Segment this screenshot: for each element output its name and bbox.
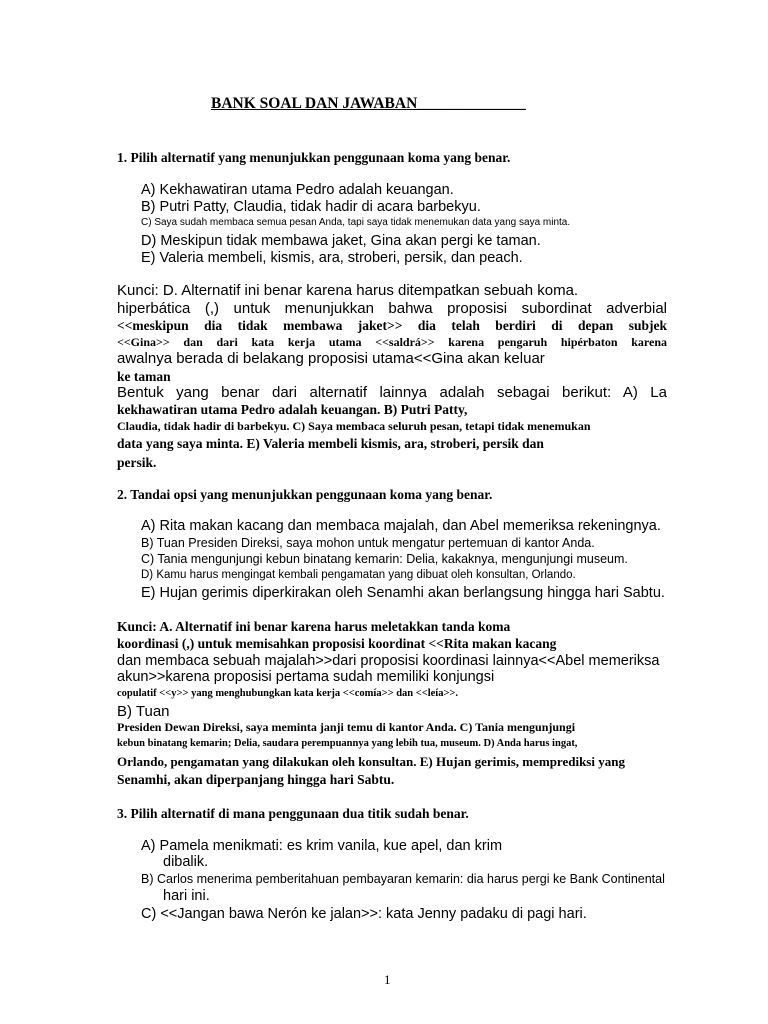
q2-answer-line: Senamhi, akan diperpanjang hingga hari Sabtu. <box>117 772 395 787</box>
page-title: BANK SOAL DAN JAWABAN______________ <box>211 95 526 112</box>
q1-answer-line: Kunci: D. Alternatif ini benar karena harus ditempatkan sebuah koma. <box>117 282 579 299</box>
q2-answer-line: akun>>karena proposisi pertama sudah memiliki konjungsi <box>117 669 495 685</box>
q2-answer-line: B) Tuan <box>117 703 170 720</box>
q1-option-a: A) Kekhawatiran utama Pedro adalah keuangan. <box>141 182 454 198</box>
q2-option-a: A) Rita makan kacang dan membaca majalah, dan Abel memeriksa rekeningnya. <box>141 518 661 534</box>
q2-answer-line: Presiden Dewan Direksi, saya meminta janji temu di kantor Anda. C) Tania mengunjungi <box>117 720 576 734</box>
page-number: 1 <box>384 972 391 987</box>
q3-option-b: B) Carlos menerima pemberitahuan pembayaran kemarin: dia harus pergi ke Bank Continental <box>141 872 665 886</box>
q1-answer-line: <<Gina>> dan dari kata kerja utama <<saldrá>> karena pengaruh hipérbaton karena <box>117 335 667 349</box>
q1-answer-line: <<meskipun dia tidak membawa jaket>> dia telah berdiri di depan subjek <box>117 318 667 333</box>
q2-option-e: E) Hujan gerimis diperkirakan oleh Senamhi akan berlangsung hingga hari Sabtu. <box>141 585 665 601</box>
q3-option-a: A) Pamela menikmati: es krim vanila, kue apel, dan krim <box>141 838 503 854</box>
q1-option-b: B) Putri Patty, Claudia, tidak hadir di acara barbekyu. <box>141 199 481 215</box>
q1-option-c: C) Saya sudah membaca semua pesan Anda, tapi saya tidak menemukan data yang saya minta. <box>141 217 571 228</box>
q3-option-b-cont: hari ini. <box>163 888 210 904</box>
q2-option-c: C) Tania mengunjungi kebun binatang kemarin: Delia, kakaknya, mengunjungi museum. <box>141 552 628 566</box>
q2-answer-line: dan membaca sebuah majalah>>dari proposisi koordinasi lainnya<<Abel memeriksa <box>117 653 660 669</box>
q1-answer-line: hiperbática (,) untuk menunjukkan bahwa proposisi subordinat adverbial <box>117 300 667 317</box>
q3-option-a-cont: dibalik. <box>163 854 209 870</box>
q1-answer-line: awalnya berada di belakang proposisi utama<<Gina akan keluar <box>117 350 545 367</box>
q2-option-d: D) Kamu harus mengingat kembali pengamatan yang dibuat oleh konsultan, Orlando. <box>141 569 576 581</box>
question-3: 3. Pilih alternatif di mana penggunaan dua titik sudah benar. <box>117 806 469 821</box>
q2-answer-line: koordinasi (,) untuk memisahkan proposisi koordinat <<Rita makan kacang <box>117 636 557 651</box>
q1-answer-line: data yang saya minta. E) Valeria membeli kismis, ara, stroberi, persik dan <box>117 436 544 451</box>
q1-option-e: E) Valeria membeli, kismis, ara, stroberi, persik, dan peach. <box>141 250 523 266</box>
q2-option-b: B) Tuan Presiden Direksi, saya mohon untuk mengatur pertemuan di kantor Anda. <box>141 536 595 550</box>
q2-answer-line: copulatif <<y>> yang menghubungkan kata kerja <<comía>> dan <<leía>>. <box>117 688 459 699</box>
q2-answer-line: Orlando, pengamatan yang dilakukan oleh konsultan. E) Hujan gerimis, memprediksi yang <box>117 754 625 769</box>
q3-option-c: C) <<Jangan bawa Nerón ke jalan>>: kata Jenny padaku di pagi hari. <box>141 906 587 922</box>
question-1: 1. Pilih alternatif yang menunjukkan penggunaan koma yang benar. <box>117 150 511 165</box>
q1-answer-line: Claudia, tidak hadir di barbekyu. C) Saya membaca seluruh pesan, tetapi tidak menemukan <box>117 419 591 433</box>
q1-answer-line: Bentuk yang benar dari alternatif lainnya adalah sebagai berikut: A) La <box>117 384 667 401</box>
q1-option-d: D) Meskipun tidak membawa jaket, Gina akan pergi ke taman. <box>141 233 541 249</box>
q1-answer-line: ke taman <box>117 369 171 384</box>
question-2: 2. Tandai opsi yang menunjukkan penggunaan koma yang benar. <box>117 487 493 502</box>
q2-answer-line: Kunci: A. Alternatif ini benar karena harus meletakkan tanda koma <box>117 619 511 634</box>
q1-answer-line: kekhawatiran utama Pedro adalah keuangan. B) Putri Patty, <box>117 402 468 417</box>
q2-answer-line: kebun binatang kemarin; Delia, saudara perempuannya yang lebih tua, museum. D) Anda harus ingat, <box>117 738 578 749</box>
q1-answer-line: persik. <box>117 455 157 470</box>
